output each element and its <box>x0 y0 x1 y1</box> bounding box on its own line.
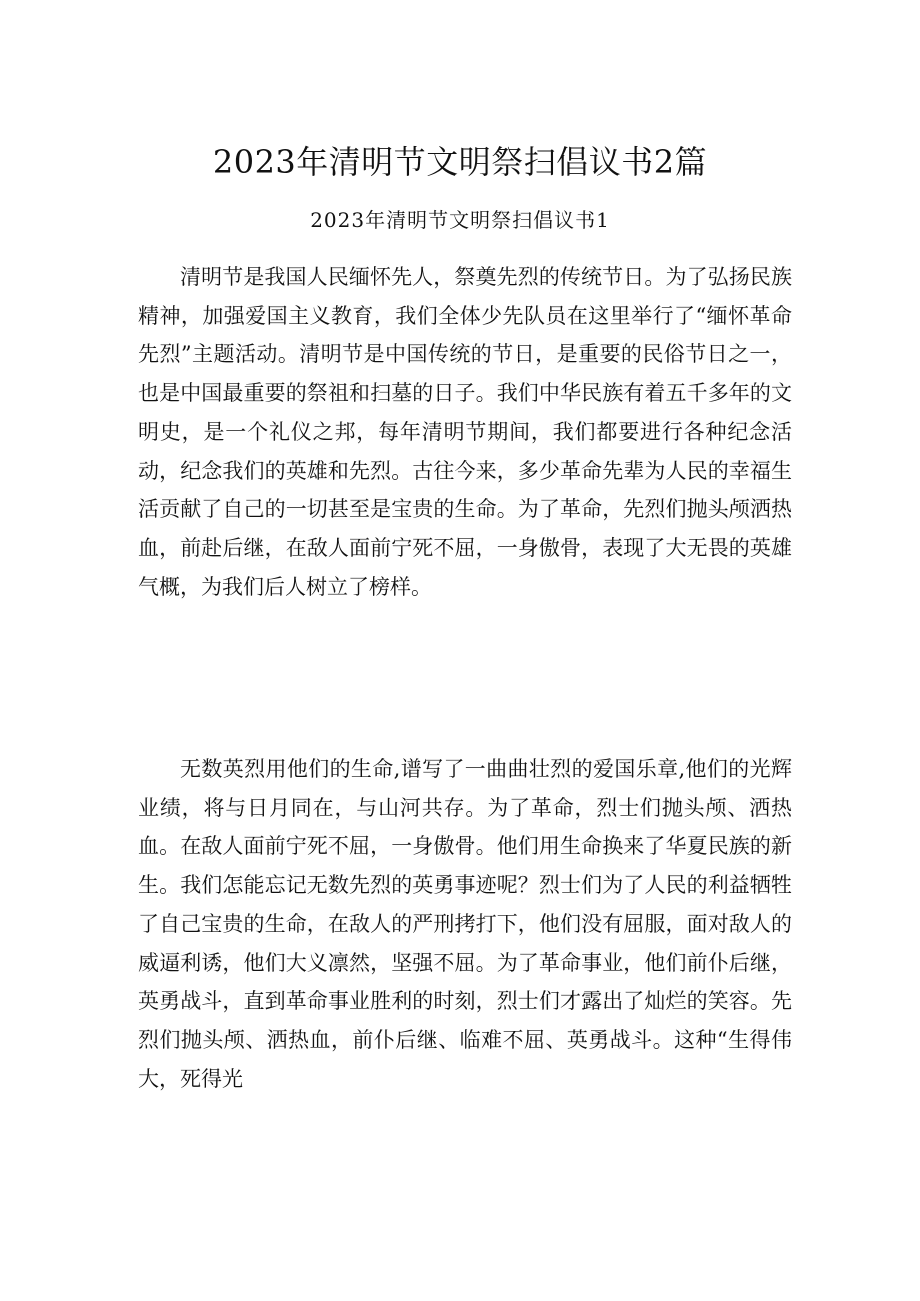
paragraph-1: 清明节是我国人民缅怀先人，祭奠先烈的传统节日。为了弘扬民族精神，加强爱国主义教育，我们全体少先队员在这里举行了“缅怀革命先烈”主题活动。清明节是中国传统的节日，是重要的民俗节日之一，也是中国最重要的祭祖和扫墓的日子。我们中华民族有着五千多年的文明史，是一个礼仪之邦，每年清明节期间，我们都要进行各种纪念活动，纪念我们的英雄和先烈。古往今来，多少革命先辈为人民的幸福生活贡献了自己的一切甚至是宝贵的生命。为了革命，先烈们抛头颅洒热血，前赴后继，在敌人面前宁死不屈，一身傲骨，表现了大无畏的英雄气概，为我们后人树立了榜样。 <box>138 265 792 599</box>
paragraph-2: 无数英烈用他们的生命,谱写了一曲曲壮烈的爱国乐章,他们的光辉业绩，将与日月同在，与山河共存。为了革命，烈士们抛头颅、洒热血。在敌人面前宁死不屈，一身傲骨。他们用生命换来了华夏民族的新生。我们怎能忘记无数先烈的英勇事迹呢？烈士们为了人民的利益牺牲了自己宝贵的生命，在敌人的严刑拷打下，他们没有屈服，面对敌人的威逼利诱，他们大义凛然，坚强不屈。为了革命事业，他们前仆后继，英勇战斗，直到革命事业胜利的时刻，烈士们才露出了灿烂的笑容。先烈们抛头颅、洒热血，前仆后继、临难不屈、英勇战斗。这种“生得伟大，死得光 <box>138 757 792 1091</box>
document-title: 2023年清明节文明祭扫倡议书2篇 <box>212 143 708 181</box>
document-subtitle: 2023年清明节文明祭扫倡议书1 <box>310 208 610 232</box>
